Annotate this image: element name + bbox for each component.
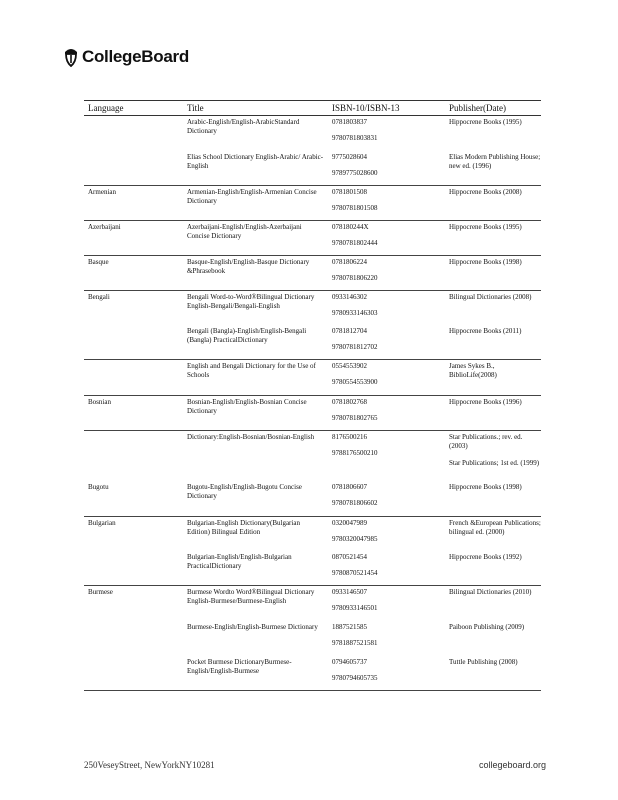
isbn-13: 9788176500210 — [332, 448, 378, 457]
cell-language — [84, 621, 187, 656]
cell-language — [84, 360, 187, 395]
cell-publisher — [449, 151, 541, 185]
cell-publisher — [449, 586, 541, 621]
table-row — [84, 325, 541, 360]
cell-isbn — [332, 481, 449, 516]
cell-language: Azerbaijani — [88, 223, 121, 231]
cell-language — [84, 151, 187, 185]
table-header — [84, 101, 541, 116]
cell-language: Burmese — [88, 588, 113, 596]
isbn-13: 9780781803831 — [332, 133, 378, 142]
cell-isbn — [332, 551, 449, 585]
cell-publisher — [449, 325, 541, 359]
publisher: Hippocrene Books (1995) — [449, 118, 522, 126]
isbn-13: 9780781812702 — [332, 342, 378, 351]
cell-isbn — [332, 360, 449, 395]
cell-language: Basque — [88, 258, 109, 266]
table-row — [84, 116, 541, 151]
table-row — [84, 431, 541, 481]
isbn-10: 0781812704 — [332, 327, 367, 335]
cell-title: Dictionary:English-Bosnian/Bosnian-English — [187, 433, 315, 441]
cell-language — [84, 116, 187, 151]
cell-isbn — [332, 186, 449, 220]
cell-publisher — [449, 256, 541, 290]
cell-publisher — [449, 396, 541, 430]
isbn-13: 9780933146501 — [332, 603, 378, 612]
footer-website[interactable]: collegeboard.org — [479, 760, 547, 770]
cell-language — [84, 431, 187, 481]
cell-isbn — [332, 621, 449, 656]
cell-title: Pocket Burmese DictionaryBurmese-English/English-Burmese — [187, 658, 292, 675]
cell-title: Bulgarian-English/English-Bulgarian PracticalDictionary — [187, 553, 292, 570]
cell-title: Bengali (Bangla)-English/English-Bengali (Bangla) PracticalDictionary — [187, 327, 307, 344]
isbn-13: 9781887521581 — [332, 638, 378, 647]
cell-title: Azerbaijani-English/English-Azerbaijani Concise Dictionary — [187, 223, 302, 240]
isbn-13: 9789775028600 — [332, 168, 378, 177]
cell-publisher — [449, 116, 541, 151]
publisher: Hippocrene Books (1996) — [449, 398, 522, 406]
cell-title: Arabic-English/English-ArabicStandard Dictionary — [187, 118, 300, 135]
cell-language — [84, 551, 187, 585]
isbn-10: 0933146507 — [332, 588, 367, 596]
table-row — [84, 481, 541, 517]
publisher: James Sykes B., BiblioLife(2008) — [449, 362, 497, 379]
publisher: French &European Publications; bilingual ed. (2000) — [449, 519, 541, 536]
isbn-10: 0794605737 — [332, 658, 367, 666]
isbn-10: 0781806607 — [332, 483, 367, 491]
publisher: Hippocrene Books (1992) — [449, 553, 522, 561]
cell-publisher — [449, 291, 541, 325]
cell-language: Bosnian — [88, 398, 111, 406]
publisher: Hippocrene Books (2008) — [449, 188, 522, 196]
publisher: Bilingual Dictionaries (2010) — [449, 588, 532, 596]
header-title: Title — [187, 103, 204, 113]
cell-publisher — [449, 481, 541, 516]
table-row — [84, 621, 541, 656]
cell-isbn — [332, 431, 449, 481]
cell-publisher — [449, 551, 541, 585]
isbn-10: 8176500216 — [332, 433, 367, 441]
isbn-10: 0781806224 — [332, 258, 367, 266]
table-row — [84, 256, 541, 291]
isbn-13: 9780933146303 — [332, 308, 378, 317]
isbn-10: 078180244X — [332, 223, 369, 231]
publisher: Hippocrene Books (2011) — [449, 327, 522, 335]
publisher: Elias Modern Publishing House; new ed. (1996) — [449, 153, 541, 170]
isbn-13: 9780781802765 — [332, 413, 378, 422]
cell-isbn — [332, 325, 449, 359]
header-language: Language — [88, 103, 124, 113]
table-row — [84, 656, 541, 691]
cell-title: Bulgarian-English Dictionary(Bulgarian Edition) Bilingual Edition — [187, 519, 300, 536]
table-row — [84, 186, 541, 221]
footer-address: 250VeseyStreet, NewYorkNY10281 — [84, 760, 215, 770]
cell-isbn — [332, 291, 449, 325]
acorn-icon — [62, 46, 80, 68]
cell-title: English and Bengali Dictionary for the Use of Schools — [187, 362, 316, 379]
header-isbn: ISBN-10/ISBN-13 — [332, 103, 400, 113]
cell-publisher — [449, 517, 541, 551]
isbn-10: 0781801508 — [332, 188, 367, 196]
cell-publisher — [449, 186, 541, 220]
cell-language — [84, 325, 187, 359]
isbn-10: 0554553902 — [332, 362, 367, 370]
isbn-10: 0870521454 — [332, 553, 367, 561]
cell-language: Bugotu — [88, 483, 109, 491]
table-row — [84, 151, 541, 186]
isbn-13: 9780781801508 — [332, 203, 378, 212]
cell-language — [84, 656, 187, 690]
isbn-10: 0933146302 — [332, 293, 367, 301]
table-row — [84, 396, 541, 431]
table-row — [84, 517, 541, 551]
publisher: Tuttle Publishing (2008) — [449, 658, 518, 666]
table-row — [84, 221, 541, 256]
table-body — [84, 116, 541, 691]
cell-title: Elias School Dictionary English-Arabic/ Arabic-English — [187, 153, 324, 170]
publisher-alt: Star Publications; 1st ed. (1999) — [449, 459, 540, 467]
cell-title: Bosnian-English/English-Bosnian Concise Dictionary — [187, 398, 307, 415]
isbn-13: 9780781802444 — [332, 238, 378, 247]
publisher: Hippocrene Books (1998) — [449, 258, 522, 266]
isbn-13: 9780320047985 — [332, 534, 378, 543]
cell-title: Bengali Word-to-Word®Bilingual Dictionary English-Bengali/Bengali-English — [187, 293, 315, 310]
cell-language: Bengali — [88, 293, 110, 301]
publisher: Hippocrene Books (1995) — [449, 223, 522, 231]
cell-isbn — [332, 256, 449, 290]
cell-isbn — [332, 221, 449, 255]
cell-publisher — [449, 221, 541, 255]
cell-title: Basque-English/English-Basque Dictionary &Phrasebook — [187, 258, 310, 275]
publisher: Star Publications.; rev. ed. (2003) — [449, 433, 523, 450]
cell-title: Burmese-English/English-Burmese Dictionary — [187, 623, 318, 631]
cell-publisher — [449, 656, 541, 690]
cell-isbn — [332, 396, 449, 430]
table-row — [84, 291, 541, 325]
isbn-13: 9780781806220 — [332, 273, 378, 282]
dictionary-table — [84, 100, 541, 691]
isbn-10: 0781802768 — [332, 398, 367, 406]
collegeboard-logo — [62, 46, 189, 68]
isbn-10: 9775028604 — [332, 153, 367, 161]
cell-language: Bulgarian — [88, 519, 116, 527]
table-row — [84, 586, 541, 621]
isbn-13: 9780554553900 — [332, 377, 378, 386]
isbn-10: 0781803837 — [332, 118, 367, 126]
brand-name: CollegeBoard — [82, 47, 189, 66]
cell-publisher — [449, 431, 541, 481]
table-row — [84, 360, 541, 396]
cell-title: Bugotu-English/English-Bugotu Concise Dictionary — [187, 483, 302, 500]
cell-publisher — [449, 360, 541, 395]
header-publisher: Publisher(Date) — [449, 103, 506, 113]
cell-title: Armenian-English/English-Armenian Concise Dictionary — [187, 188, 317, 205]
isbn-10: 1887521585 — [332, 623, 367, 631]
isbn-13: 9780781806602 — [332, 498, 378, 507]
cell-publisher — [449, 621, 541, 656]
cell-isbn — [332, 116, 449, 151]
cell-title: Burmese Wordto Word®Bilingual Dictionary English-Burmese/Burmese-English — [187, 588, 315, 605]
cell-isbn — [332, 656, 449, 690]
cell-isbn — [332, 586, 449, 621]
publisher: Paiboon Publishing (2009) — [449, 623, 525, 631]
publisher: Hippocrene Books (1998) — [449, 483, 522, 491]
table-row — [84, 551, 541, 586]
cell-language: Armenian — [88, 188, 116, 196]
publisher: Bilingual Dictionaries (2008) — [449, 293, 532, 301]
cell-isbn — [332, 151, 449, 185]
isbn-10: 0320047989 — [332, 519, 367, 527]
isbn-13: 9780794605735 — [332, 673, 378, 682]
cell-isbn — [332, 517, 449, 551]
isbn-13: 9780870521454 — [332, 568, 378, 577]
